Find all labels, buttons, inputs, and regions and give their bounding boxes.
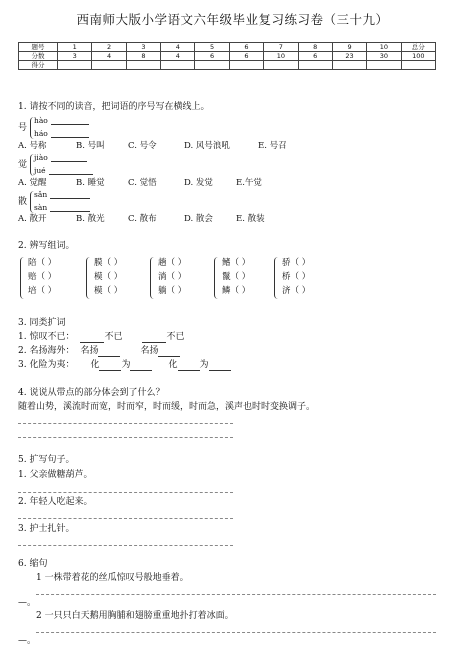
group-brace — [274, 257, 279, 299]
q6-item: 1 一株带着花的丝瓜惊叹号般地垂着。 — [36, 573, 189, 583]
pinyin: sàn — [34, 202, 90, 212]
answer-blank[interactable] — [209, 361, 231, 371]
word-item: 鳍（ ） — [222, 258, 251, 268]
q5-heading: 5. 扩写句子。 — [18, 455, 75, 465]
q5-item: 2. 年轻人吃起来。 — [18, 497, 93, 507]
q3-heading: 3. 同类扩词 — [18, 318, 66, 328]
q3-line-2: 2. 名扬海外： 名扬 名扬 — [18, 346, 180, 357]
word-item: 陪（ ） — [28, 258, 57, 268]
table-cell: 6 — [229, 43, 263, 52]
option: D. 风号浪吼 — [184, 141, 230, 151]
option: C. 号令 — [128, 141, 157, 151]
q6-line-end: —。 — [18, 636, 37, 646]
score-entry-cell[interactable] — [195, 61, 229, 70]
score-entry-cell[interactable] — [58, 61, 92, 70]
answer-blank[interactable] — [50, 189, 90, 199]
answer-blank[interactable] — [130, 361, 152, 371]
q2-heading: 2. 辨写组词。 — [18, 241, 75, 251]
table-cell: 9 — [332, 43, 366, 52]
q1-char-jue: 觉 — [18, 160, 28, 170]
word-item: 赔（ ） — [28, 272, 57, 282]
option: E. 散装 — [236, 214, 265, 224]
word-item: 鬣（ ） — [222, 272, 251, 282]
score-entry-cell[interactable] — [332, 61, 366, 70]
row-header: 得分 — [19, 61, 58, 70]
score-entry-cell[interactable] — [161, 61, 195, 70]
answer-blank[interactable] — [178, 361, 200, 371]
answer-blank[interactable] — [158, 347, 180, 357]
option: A. 觉醒 — [18, 178, 47, 188]
answer-blank[interactable] — [49, 165, 93, 175]
word-item: 淌（ ） — [158, 272, 187, 282]
answer-blank[interactable] — [51, 128, 89, 138]
answer-blank[interactable] — [99, 361, 121, 371]
table-cell: 4 — [161, 52, 195, 61]
table-cell: 23 — [332, 52, 366, 61]
word-item: 桥（ ） — [282, 272, 311, 282]
answer-line[interactable] — [18, 518, 233, 519]
q1-char-san: 散 — [18, 197, 28, 207]
group-brace — [20, 257, 25, 299]
answer-blank[interactable] — [51, 115, 89, 125]
score-entry-cell[interactable] — [298, 61, 332, 70]
table-cell: 3 — [58, 52, 92, 61]
group-brace — [214, 257, 219, 299]
option: B. 号叫 — [76, 141, 105, 151]
option: C. 散布 — [128, 214, 157, 224]
table-cell: 4 — [161, 43, 195, 52]
table-cell: 30 — [367, 52, 401, 61]
q1-char-hao: 号 — [18, 123, 28, 133]
answer-line[interactable] — [36, 594, 436, 595]
word-item: 躺（ ） — [158, 286, 187, 296]
table-cell: 8 — [298, 43, 332, 52]
table-cell: 总分 — [401, 43, 435, 52]
row-header: 题号 — [19, 43, 58, 52]
q4-passage: 随着山势，溪流时而宽，时而窄，时而缓，时而急，溪声也时时变换调子。 — [18, 402, 316, 412]
table-cell: 5 — [195, 43, 229, 52]
pinyin: sǎn — [34, 189, 90, 199]
group-brace — [150, 257, 155, 299]
table-cell: 1 — [58, 43, 92, 52]
table-cell: 2 — [92, 43, 126, 52]
word-item: 模（ ） — [94, 272, 123, 282]
answer-line[interactable] — [18, 545, 233, 546]
pinyin: háo — [34, 128, 89, 138]
option: A. 号称 — [18, 141, 47, 151]
pinyin: jué — [34, 165, 93, 175]
option: D. 发觉 — [184, 178, 213, 188]
word-item: 膜（ ） — [94, 258, 123, 268]
row-header: 分数 — [19, 52, 58, 61]
word-item: 培（ ） — [28, 286, 57, 296]
answer-blank[interactable] — [80, 333, 104, 343]
table-cell: 6 — [298, 52, 332, 61]
answer-blank[interactable] — [50, 202, 90, 212]
table-cell: 10 — [367, 43, 401, 52]
option: B. 散光 — [76, 214, 105, 224]
option: A. 散开 — [18, 214, 47, 224]
option: C. 觉悟 — [128, 178, 157, 188]
q5-item: 3. 护士扎针。 — [18, 524, 75, 534]
page-title: 西南师大版小学语文六年级毕业复习练习卷（三十九） — [76, 12, 389, 27]
word-item: 模（ ） — [94, 286, 123, 296]
q6-item: 2 一只只白天鹅用胸脯和翅膀重重地扑打着冰面。 — [36, 611, 234, 621]
score-entry-cell[interactable] — [92, 61, 126, 70]
q4-heading: 4. 说说从带点的部分体会到了什么？ — [18, 388, 165, 398]
word-item: 趟（ ） — [158, 258, 187, 268]
table-cell: 6 — [195, 52, 229, 61]
option: E. 号召 — [258, 141, 287, 151]
answer-blank[interactable] — [98, 347, 120, 357]
answer-blank[interactable] — [51, 152, 87, 162]
word-item: 骄（ ） — [282, 258, 311, 268]
answer-line[interactable] — [18, 423, 233, 424]
table-cell: 8 — [126, 52, 160, 61]
option: D. 散会 — [184, 214, 213, 224]
score-entry-cell[interactable] — [401, 61, 435, 70]
table-cell: 3 — [126, 43, 160, 52]
q3-line-3: 3. 化险为夷： 化 为 化 为 — [18, 360, 231, 371]
score-entry-cell[interactable] — [229, 61, 263, 70]
q6-heading: 6. 缩句 — [18, 559, 48, 569]
pinyin: jiào — [34, 152, 87, 162]
answer-line[interactable] — [18, 492, 233, 493]
q1-heading: 1. 请按不同的读音，把词语的序号写在横线上。 — [18, 102, 210, 112]
table-cell: 4 — [92, 52, 126, 61]
table-cell: 100 — [401, 52, 435, 61]
score-table-row-scored — [19, 61, 436, 70]
score-table-row-numbers — [19, 43, 436, 52]
word-item: 济（ ） — [282, 286, 311, 296]
table-cell: 10 — [264, 52, 298, 61]
score-table — [18, 42, 436, 70]
pinyin: hào — [34, 115, 89, 125]
table-cell: 6 — [229, 52, 263, 61]
answer-line[interactable] — [36, 632, 436, 633]
q5-item: 1. 父亲做糖葫芦。 — [18, 470, 93, 480]
option: E.午觉 — [236, 178, 262, 188]
answer-blank[interactable] — [142, 333, 166, 343]
score-table-row-points — [19, 52, 436, 61]
score-entry-cell[interactable] — [264, 61, 298, 70]
q6-line-end: —。 — [18, 598, 37, 608]
answer-line[interactable] — [18, 437, 233, 438]
score-entry-cell[interactable] — [367, 61, 401, 70]
table-cell: 7 — [264, 43, 298, 52]
score-entry-cell[interactable] — [126, 61, 160, 70]
q3-line-1: 1. 惊叹不已： 不已 不已 — [18, 332, 185, 342]
group-brace — [86, 257, 91, 299]
word-item: 鳞（ ） — [222, 286, 251, 296]
option: B. 睡觉 — [76, 178, 105, 188]
